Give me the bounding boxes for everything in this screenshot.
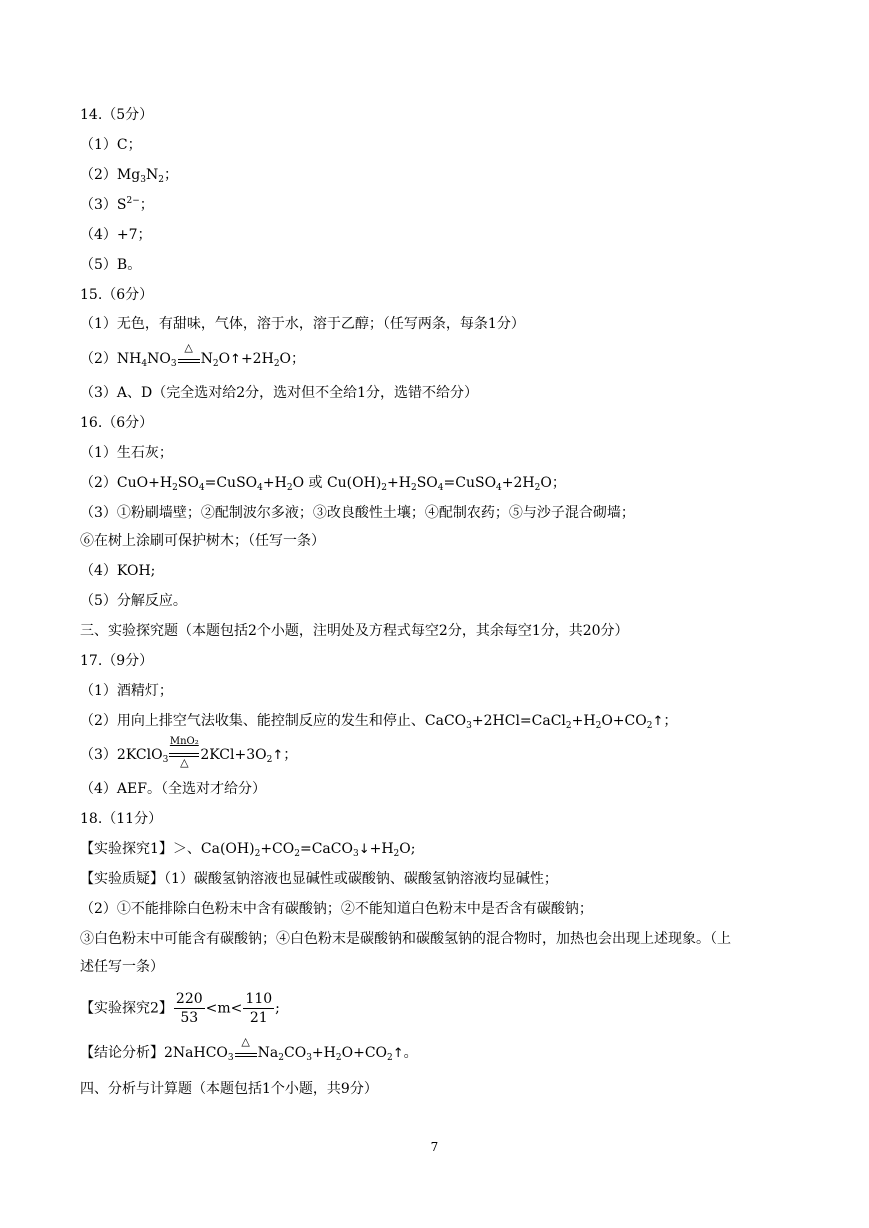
q16-answer-3-cont: ⑥在树上涂刷可保护树木；（任写一条） — [80, 533, 325, 549]
q15-answer-1: （1）无色，有甜味，气体，溶于水，溶于乙醇；（任写两条，每条1分） — [80, 316, 525, 332]
q18-exploration-1: 【实验探究1】＞、$Ca(OH)_2+CO_2=CaCO_3↓+H_2O$; — [80, 841, 416, 859]
section-4-heading: 四、分析与计算题（本题包括1个小题，共9分） — [80, 1081, 378, 1097]
q14-answer-2: $(2)Mg_3N_2$； — [80, 167, 178, 185]
fraction-lower: $\frac{220}{53}$ — [175, 991, 203, 1026]
q17-answer-4: （4）AEF。（全选对才给分） — [80, 781, 266, 797]
catalyst-condition-sign: MnO₂ △ — [169, 736, 199, 769]
q16-heading: 16.（6分） — [80, 415, 154, 431]
q14-answer-3: $(3)S^{2-}$； — [80, 196, 154, 213]
q14-answer-1: （1）C； — [80, 137, 142, 153]
page-number: 7 — [430, 1140, 439, 1154]
q18-question-1: 【实验质疑】（1）碳酸氢钠溶液也显碱性或碳酸钠、碳酸氢钠溶液均显碱性； — [80, 871, 558, 887]
q16-answer-1: （1）生石灰； — [80, 445, 173, 461]
q16-answer-3: （3）①粉刷墙壁；②配制波尔多液；③改良酸性土壤；④配制农药；⑤与沙子混合砌墙； — [80, 505, 635, 521]
q18-heading: 18.（11分） — [80, 811, 163, 827]
fraction-upper: $\frac{110}{21}$ — [245, 991, 273, 1026]
q14-heading: 14.（5分） — [80, 107, 154, 123]
q18-exploration-2: 【实验探究2】 $\frac{220}{53}$ <m< $\frac{110}{21}$ ; — [80, 991, 280, 1026]
heat-condition-sign: △ — [235, 1045, 257, 1059]
q15-answer-3: （3）A、D（完全选对给2分，选对但不全给1分，选错不给分） — [80, 385, 479, 401]
q18-question-2-end: 述任写一条） — [80, 959, 164, 975]
q16-answer-5: （5）分解反应。 — [80, 593, 187, 609]
q14-answer-5: （5）B。 — [80, 257, 142, 273]
q17-answer-2: （2）用向上排空气法收集、能控制反应的发生和停止、$CaCO_3+2HCl=CaCl_2+H_2O+CO_2↑$； — [80, 713, 678, 731]
section-3-heading: 三、实验探究题（本题包括2个小题，注明处及方程式每空2分，其余每空1分，共20分） — [80, 623, 629, 639]
q14-answer-4: （4）+7； — [80, 227, 152, 243]
q18-conclusion: 【结论分析】2NaHCO$_3$ △ $Na_2CO_3+H_2O+CO_2↑$。 — [80, 1035, 418, 1063]
q17-answer-3: （3）2KClO$_3$ MnO₂ △ $2KCl+3O_2↑$； — [80, 736, 298, 769]
q17-answer-1: （1）酒精灯； — [80, 683, 173, 699]
q15-heading: 15.（6分） — [80, 287, 154, 303]
q16-answer-4: （4）KOH; — [80, 563, 156, 579]
q18-question-2-cont: ③白色粉末中可能含有碳酸钠；④白色粉末是碳酸钠和碳酸氢钠的混合物时，加热也会出现上述现象。（上 — [80, 931, 731, 947]
q15-answer-2: $(2)NH_4NO_3$ △ $N_2O↑+2H_2O$； — [80, 341, 306, 369]
heat-condition-sign: △ — [178, 351, 200, 365]
q16-answer-2: $(2)CuO+H_2SO_4=CuSO_4+H_2O$ 或 $Cu(OH)_2+H_2SO_4=CuSO_4+2H_2O$； — [80, 475, 566, 493]
q17-heading: 17.（9分） — [80, 653, 154, 669]
q18-question-2: （2）①不能排除白色粉末中含有碳酸钠；②不能知道白色粉末中是否含有碳酸钠； — [80, 901, 593, 917]
